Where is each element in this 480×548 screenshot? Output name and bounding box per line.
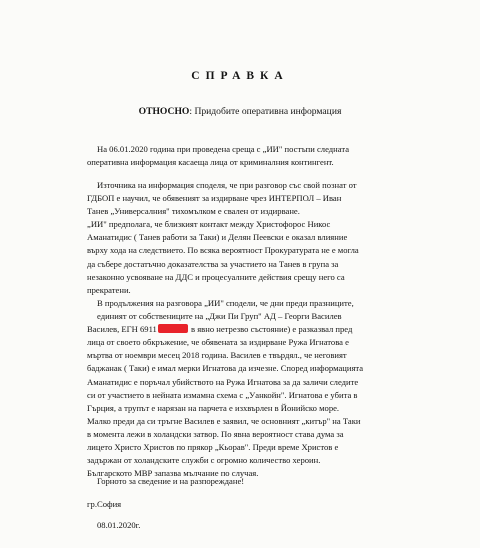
subject-label: ОТНОСНО (138, 106, 190, 117)
egn-rest-text: в явно нетрезво състояние) е разказвал пред (188, 324, 353, 335)
paragraph-line: В продължения на разговора „ИИ" сподели, че дни преди празниците, (97, 298, 354, 308)
paragraph-line: в момента лежи в холандски затвор. По явна вероятност става дума за (87, 428, 344, 439)
paragraph-line: мъртва от ноември месец 2018 година. Василев е твърдял., че неговият (87, 350, 347, 361)
date-line: 08.01.2020г. (97, 520, 141, 530)
paragraph-line: незаконно усвояване на ДДС и процесуалните действия срещу него са (87, 271, 345, 282)
paragraph-line: Малко преди да си тръгне Василев е заявил, че основният „китър" на Таки (87, 415, 361, 426)
paragraph-line: „ИИ" предполага, че близкият контакт между Христофорос Никос (87, 219, 331, 230)
paragraph-line: Аманатидис ( Танев работи за Таки) и Делян Пеевски е оказал влияние (87, 232, 348, 243)
paragraph-line: прекратени. (87, 284, 131, 295)
document-title: СПРАВКА (191, 70, 289, 82)
paragraph-line: да събере достатъчно доказателства за участието на Танев в група за (87, 258, 339, 269)
closing-line: Горното за сведение и на разпореждане! (97, 476, 245, 486)
paragraph-line (87, 323, 407, 336)
paragraph-line: единият от собствениците на „Джи Пи Груп" АД – Георги Василев (97, 311, 342, 322)
paragraph-line: Източника на информация споделя, че при разговор със свой познат от (97, 180, 357, 190)
paragraph-2 (87, 179, 407, 297)
paragraph-line: баджанак ( Таки) е имал мерки Игнатова да изчезне. Според информацията (87, 363, 364, 374)
paragraph-line: лицето Христо Христов по прякор „Кьорав". Преди време Христов е (87, 442, 339, 453)
place-line: гр.София (87, 499, 122, 509)
paragraph-line: задържан от холандските служби с огромно количество хероин. (87, 455, 321, 466)
redaction-mark (158, 324, 188, 333)
paragraph-line: си от участието в нейната измамна схема с „Уанкойн". Игнатова е убита в (87, 389, 358, 400)
paragraph-line: ГДБОП е научил, че обявеният за издирване чрез ИНТЕРПОЛ – Иван (87, 193, 342, 204)
paragraph-line: оперативна информация касаеща лица от криминалния контингент. (87, 157, 334, 168)
paragraph-line: Гърция, а трупът е нарязан на парчета е изхвърлен в Йонийско море. (87, 402, 340, 413)
paragraph-line: върху хода на следствието. По всяка вероятност Прокуратурата не е могла (87, 245, 359, 256)
document-subject (0, 106, 480, 117)
paragraph-line: Българското МВР запазва мълчание по случая. (87, 468, 259, 479)
paragraph-line: лица от своето обкръжение, че обявената за издирване Ружа Игнатова е (87, 337, 349, 348)
paragraph-3 (87, 297, 407, 480)
paragraph-1 (87, 143, 407, 169)
egn-text: Василев, ЕГН 6911 (87, 324, 157, 335)
paragraph-line: На 06.01.2020 година при проведена среща с „ИИ" постъпи следната (97, 144, 350, 154)
subject-text: : Придобите оперативна информация (189, 106, 342, 117)
paragraph-line: Танев „Универсалния" тихомълком е свален от издирване. (87, 206, 300, 217)
paragraph-line: Аманатидис е поръчал убийството на Ружа Игнатова за да заличи следите (87, 376, 359, 387)
